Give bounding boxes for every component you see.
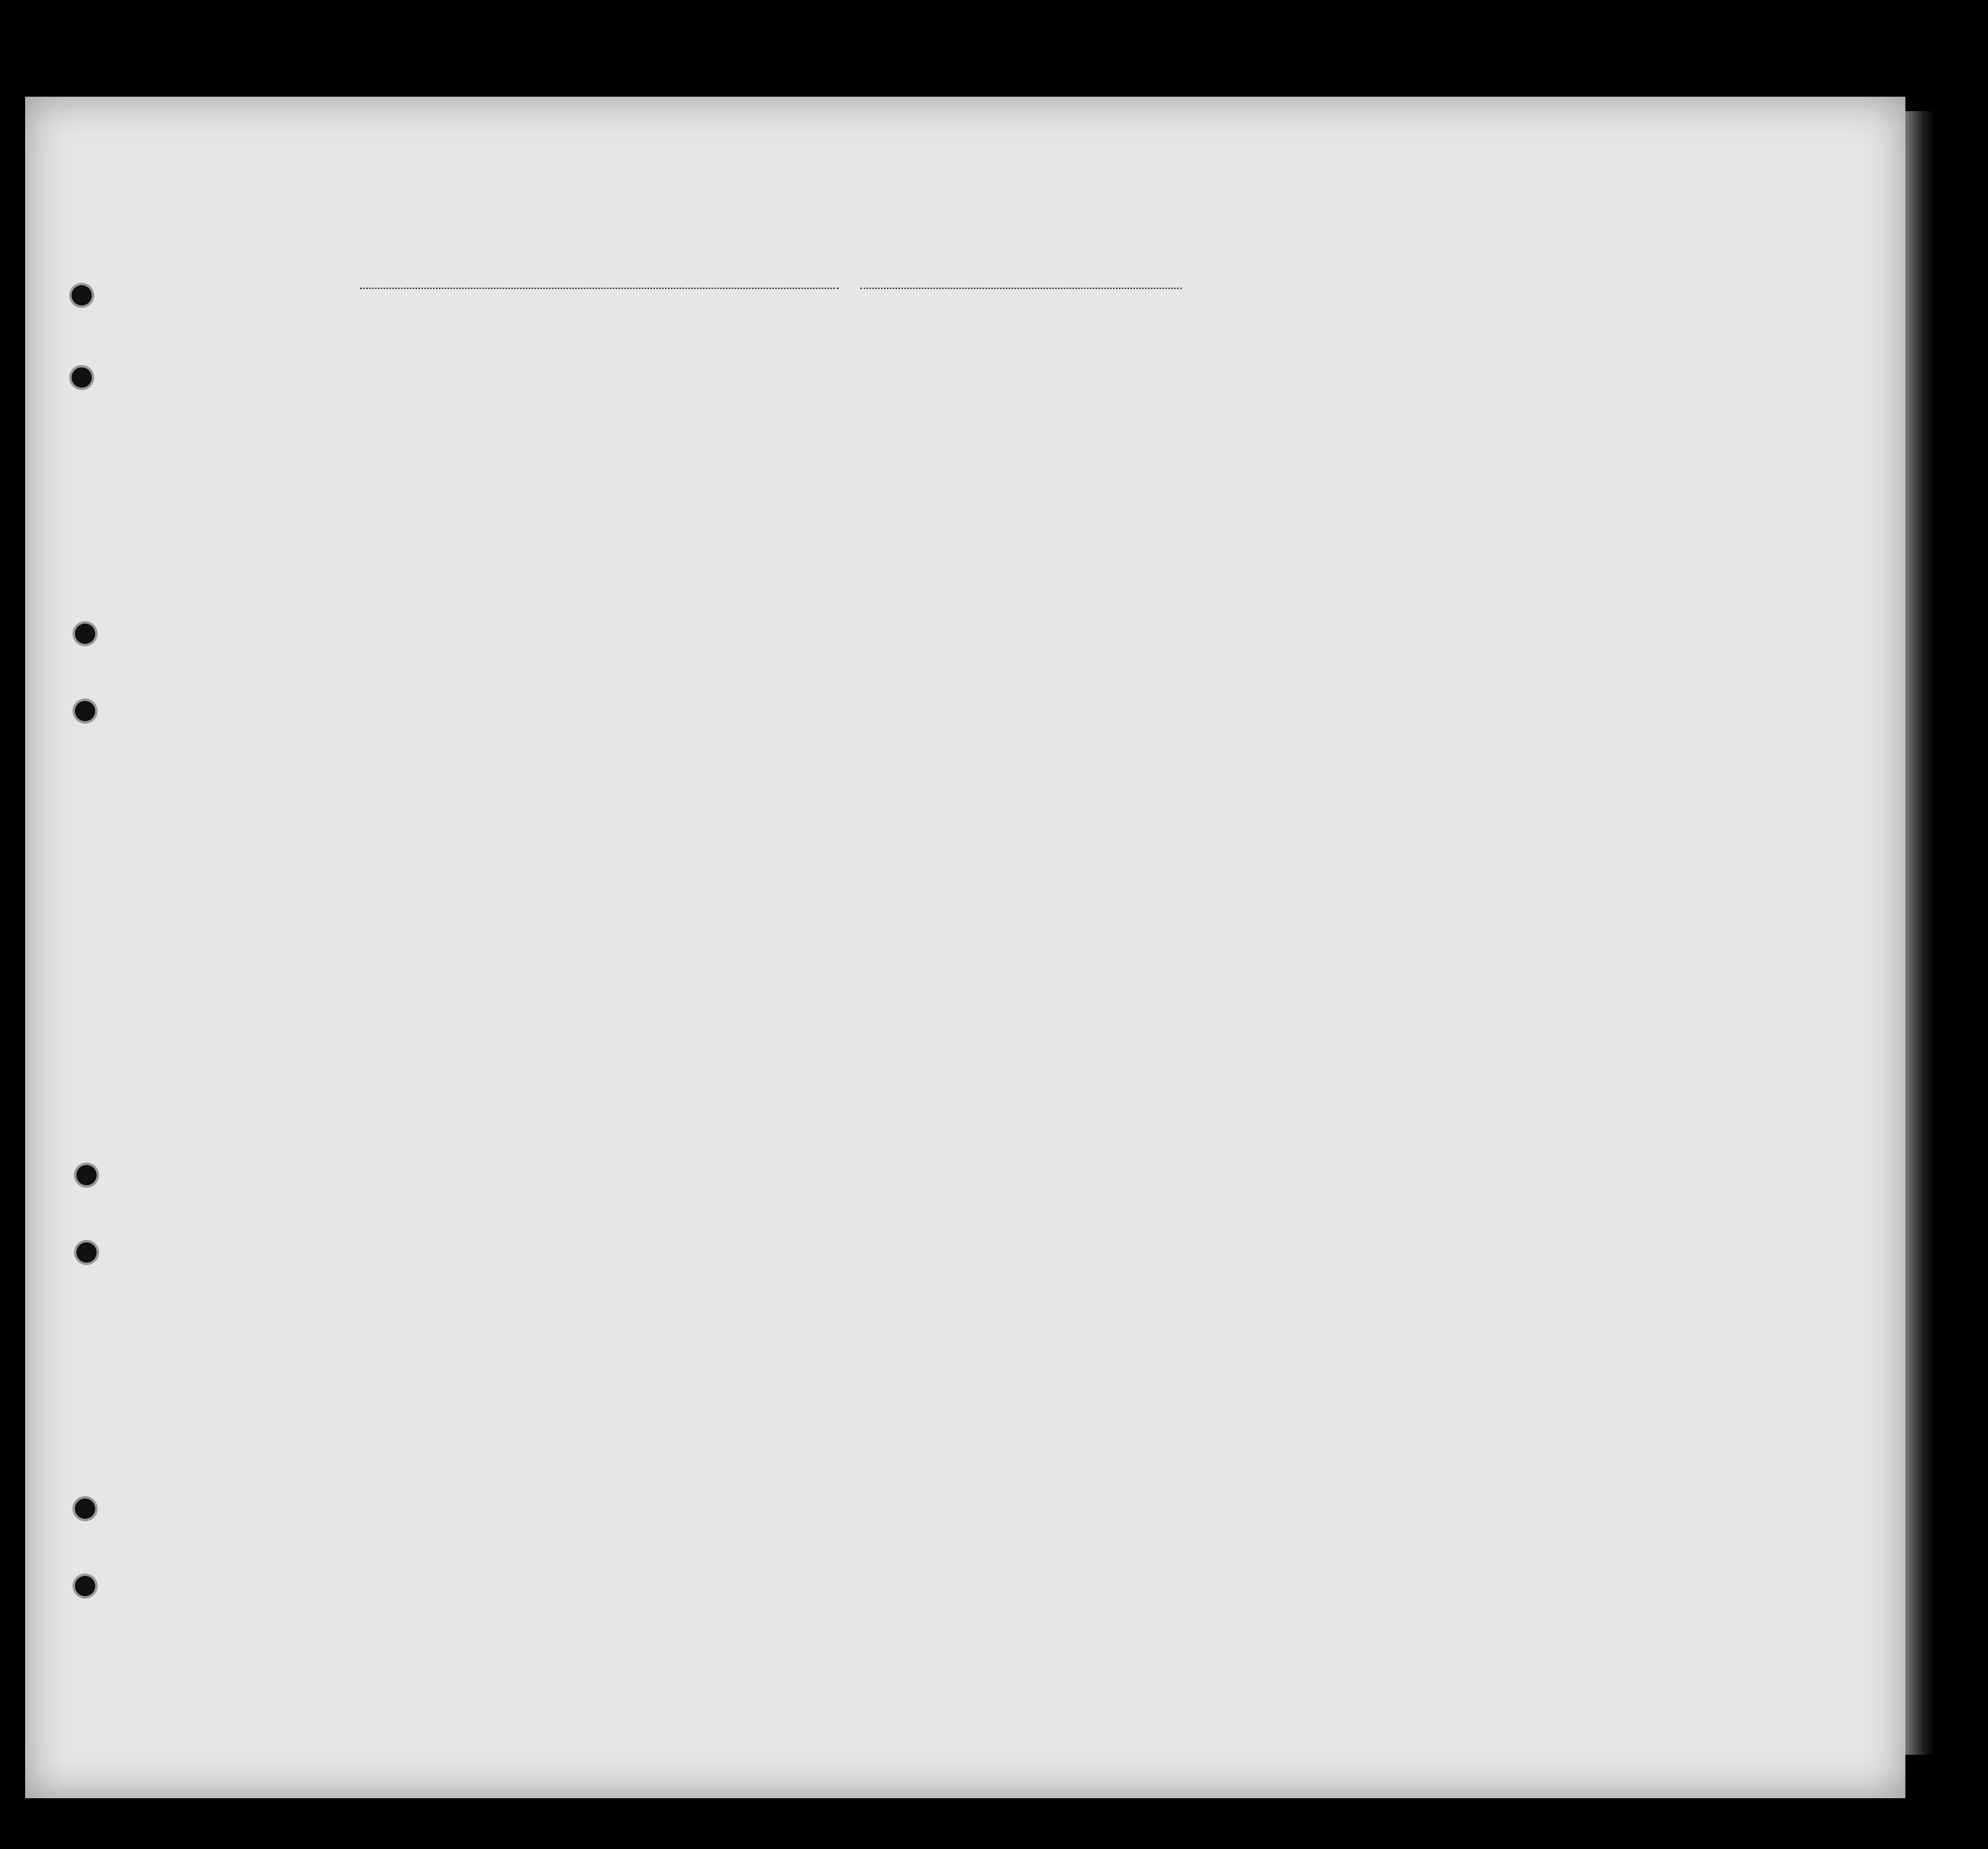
binding-edge bbox=[1905, 111, 1934, 1755]
punch-hole bbox=[75, 1499, 95, 1519]
punch-hole bbox=[75, 624, 95, 644]
port-dotted-line bbox=[360, 288, 839, 289]
punch-hole bbox=[76, 1242, 97, 1263]
punch-hole bbox=[76, 1165, 97, 1185]
punch-hole bbox=[72, 367, 92, 388]
date-dotted-line bbox=[860, 288, 1182, 289]
manifest-sheet bbox=[25, 97, 1905, 1798]
punch-hole bbox=[75, 701, 95, 721]
punch-hole bbox=[75, 1576, 95, 1596]
punch-hole bbox=[72, 285, 92, 306]
